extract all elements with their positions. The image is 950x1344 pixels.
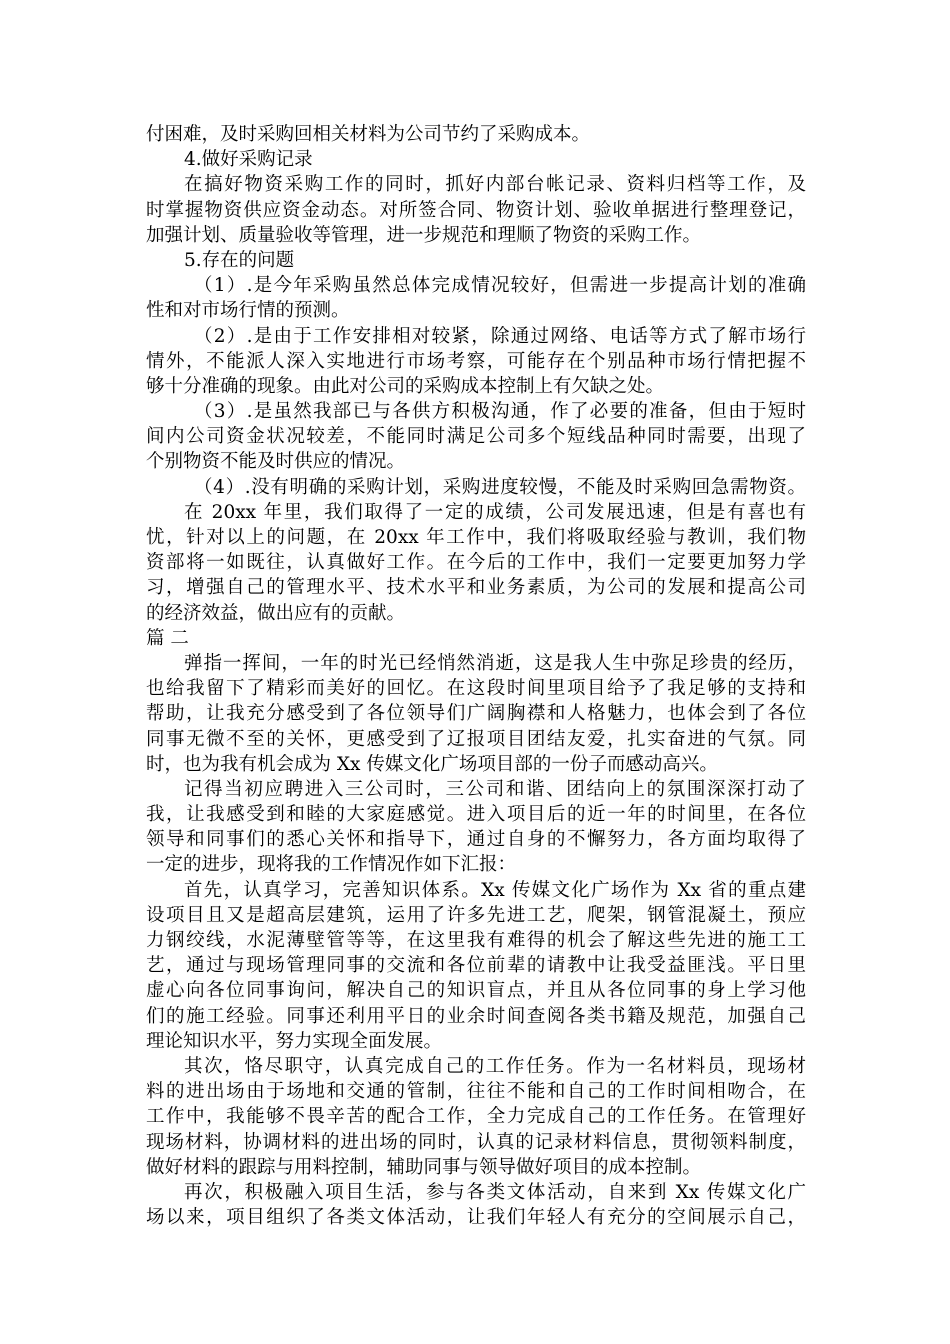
text-line: 帮助，让我充分感受到了各位领导们广阔胸襟和人格魅力，也体会到了各位 — [146, 703, 806, 725]
text-line: 性和对市场行情的预测。 — [146, 300, 350, 322]
text-line: 加强计划、质量验收等管理，进一步规范和理顺了物资的采购工作。 — [146, 224, 702, 246]
text-line: 资部将一如既往，认真做好工作。在今后的工作中，我们一定要更加努力学 — [146, 552, 806, 574]
text-line: 艺，通过与现场管理同事的交流和各位前辈的请教中让我受益匪浅。平日里 — [146, 955, 806, 977]
text-line: 现场材料，协调材料的进出场的同时，认真的记录材料信息，贯彻领料制度， — [146, 1131, 806, 1153]
text-line: 一定的进步，现将我的工作情况作如下汇报： — [146, 854, 517, 876]
text-line: 在搞好物资采购工作的同时，抓好内部台帐记录、资料归档等工作，及 — [184, 174, 806, 196]
text-line: 间内公司资金状况较差，不能同时满足公司多个短线品种同时需要，出现了 — [146, 426, 806, 448]
text-line: 领导和同事们的悉心关怀和指导下，通过自身的不懈努力，各方面均取得了 — [146, 829, 806, 851]
text-line: 时掌握物资供应资金动态。对所签合同、物资计划、验收单据进行整理登记， — [146, 199, 806, 221]
text-line: 习，增强自己的管理水平、技术水平和业务素质，为公司的发展和提高公司 — [146, 577, 806, 599]
text-line: 力钢绞线，水泥薄壁管等等，在这里我有难得的机会了解这些先进的施工工 — [146, 930, 806, 951]
text-line: 首先，认真学习，完善知识体系。Xx 传媒文化广场作为 Xx 省的重点建 — [184, 879, 806, 901]
text-line: （2）.是由于工作安排相对较紧，除通过网络、电话等方式了解市场行 — [194, 325, 806, 347]
text-line: 其次，恪尽职守，认真完成自己的工作任务。作为一名材料员，现场材 — [184, 1055, 806, 1077]
text-line: 也给我留下了精彩而美好的回忆。在这段时间里项目给予了我足够的支持和 — [146, 678, 806, 700]
text-line: （1）.是今年采购虽然总体完成情况较好，但需进一步提高计划的准确 — [194, 275, 806, 297]
text-line: 情外，不能派人深入实地进行市场考察，可能存在个别品种市场行情把握不 — [146, 350, 806, 372]
text-line: 我，让我感受到和睦的大家庭感觉。进入项目后的近一年的时间里，在各位 — [146, 804, 806, 826]
text-line: 同事无微不至的关怀，更感受到了辽报项目团结友爱，扎实奋进的气氛。同 — [146, 728, 806, 750]
text-line: 设项目且又是超高层建筑，运用了许多先进工艺，爬架，钢管混凝土，预应 — [146, 904, 806, 926]
text-line: 工作中，我能够不畏辛苦的配合工作，全力完成自己的工作任务。在管理好 — [146, 1106, 806, 1128]
text-line: 在 20xx 年里，我们取得了一定的成绩，公司发展迅速，但是有喜也有 — [184, 501, 806, 523]
text-line: 们的施工经验。同事还利用平日的业余时间查阅各类书籍及规范，加强自己 — [146, 1005, 806, 1027]
text-line: 弹指一挥间，一年的时光已经悄然消逝，这是我人生中弥足珍贵的经历， — [184, 652, 806, 674]
document-page — [146, 122, 806, 1230]
text-line: 忧，针对以上的问题，在 20xx 年工作中，我们将吸取经验与教训，我们物 — [146, 527, 806, 548]
text-line: （3）.是虽然我部已与各供方积极沟通，作了必要的准备，但由于短时 — [194, 401, 806, 423]
text-line: 场以来，项目组织了各类文体活动，让我们年轻人有充分的空间展示自己， — [146, 1207, 806, 1229]
text-line: 的经济效益，做出应有的贡献。 — [146, 602, 406, 624]
text-line: 4.做好采购记录 — [184, 149, 313, 171]
text-line: 虚心向各位同事询问，解决自己的知识盲点，并且从各位同事的身上学习他 — [146, 980, 806, 1002]
text-line: 个别物资不能及时供应的情况。 — [146, 451, 406, 473]
text-line: 理论知识水平，努力实现全面发展。 — [146, 1030, 443, 1052]
text-line: 再次，积极融入项目生活，参与各类文体活动，自来到 Xx 传媒文化广 — [184, 1181, 806, 1203]
text-line: 付困难，及时采购回相关材料为公司节约了采购成本。 — [146, 124, 591, 145]
text-line: 够十分准确的现象。由此对公司的采购成本控制上有欠缺之处。 — [146, 375, 665, 397]
text-line: 做好材料的跟踪与用料控制，辅助同事与领导做好项目的成本控制。 — [146, 1156, 702, 1178]
text-line: 篇 二 — [146, 627, 189, 649]
text-line: 时，也为我有机会成为 Xx 传媒文化广场项目部的一份子而感动高兴。 — [146, 753, 718, 775]
text-line: （4）.没有明确的采购计划，采购进度较慢，不能及时采购回急需物资。 — [194, 476, 806, 498]
text-line: 料的进出场由于场地和交通的管制，往往不能和自己的工作时间相吻合，在 — [146, 1081, 806, 1103]
text-line: 记得当初应聘进入三公司时，三公司和谐、团结向上的氛围深深打动了 — [184, 778, 806, 800]
text-line: 5.存在的问题 — [184, 249, 295, 271]
